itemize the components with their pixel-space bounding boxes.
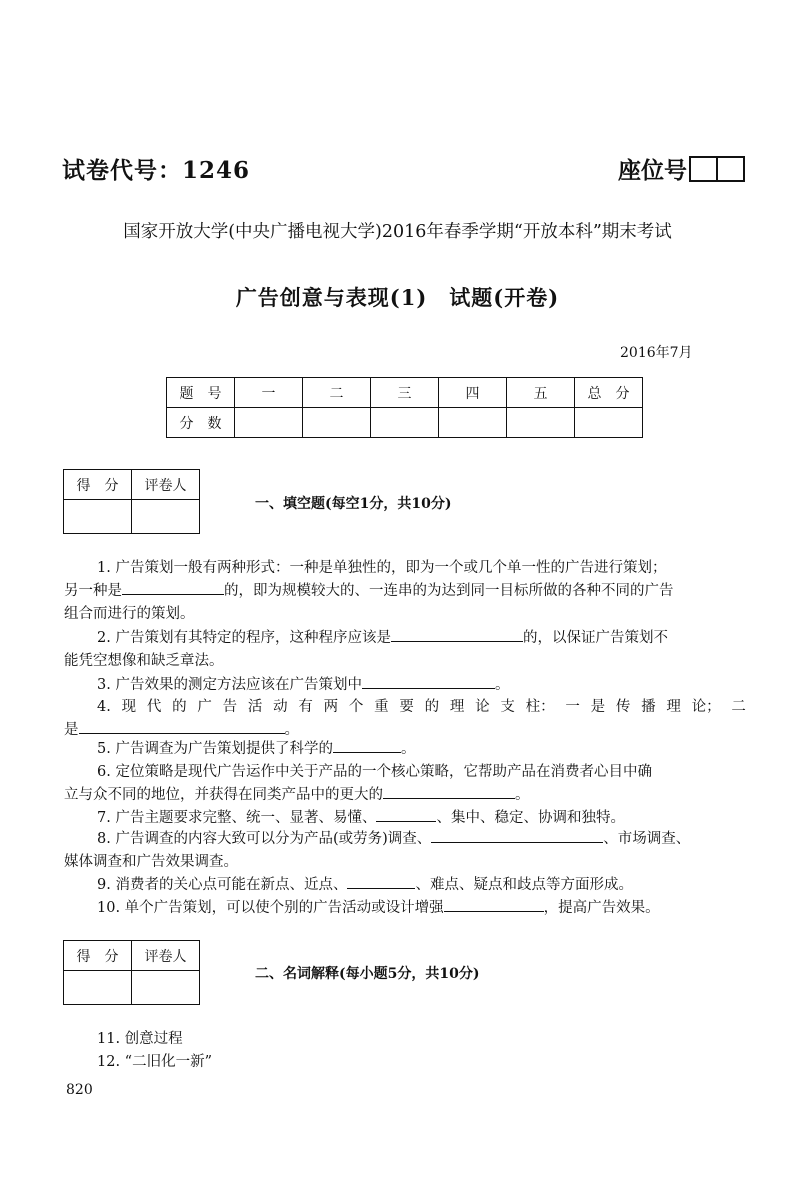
score-table-header-row [167, 378, 643, 408]
question-8 [64, 828, 746, 874]
answer-blank[interactable] [333, 738, 401, 753]
section1-heading: 一、填空题(每空1分，共10分) [255, 496, 452, 512]
exam-title: 国家开放大学(中央广播电视大学)2016年春季学期“开放本科”期末考试 [123, 222, 672, 242]
question-text: 论； [691, 699, 721, 715]
question-text: 媒体调查和广告效果调查。 [64, 854, 238, 870]
answer-blank[interactable] [431, 828, 603, 843]
question-12 [64, 1051, 746, 1074]
section2-heading: 二、名词解释(每小题5分，共10分) [255, 966, 480, 982]
score-label: 得 分 [64, 941, 132, 971]
question-text: 的，即为规模较大的、一连串的为达到同一目标所做的各种不同的广告 [224, 583, 674, 599]
score-table-cell: 二 [303, 378, 371, 408]
seat-label: 座位号 [618, 157, 687, 184]
question-text: 重 [374, 699, 389, 715]
score-table-cell: 一 [235, 378, 303, 408]
question-text: 、市场调查、 [603, 831, 691, 847]
score-table [166, 377, 643, 438]
score-table-score-row [167, 408, 643, 438]
question-text: 两 [323, 699, 339, 715]
question-text: 的 [424, 699, 440, 715]
question-text: 组合而进行的策划。 [64, 606, 195, 622]
question-text: 告 [222, 699, 238, 715]
score-input-cell[interactable] [64, 500, 132, 534]
score-table-cell: 五 [507, 378, 575, 408]
score-input-cell[interactable] [64, 971, 132, 1005]
question-text: 支 [500, 699, 515, 715]
answer-blank[interactable] [376, 807, 436, 822]
question-text: 10. 单个广告策划，可以使个别的广告活动或设计增强 [97, 900, 444, 916]
question-text: 另一种是 [64, 583, 122, 599]
score-input-cell[interactable] [235, 408, 303, 438]
question-text: 。 [494, 677, 510, 693]
question-text: 二 [731, 699, 746, 715]
answer-blank[interactable] [391, 627, 523, 642]
grader-label: 评卷人 [132, 470, 200, 500]
answer-blank[interactable] [122, 580, 224, 595]
question-text: 11. 创意过程 [97, 1031, 183, 1047]
question-text: 8. 广告调查的内容大致可以分为产品(或劳务)调查、 [97, 831, 432, 847]
question-text: 3. 广告效果的测定方法应该在广告策划中 [97, 677, 362, 693]
seat-boxes [689, 156, 745, 182]
question-text: 6. 定位策略是现代广告运作中关于产品的一个核心策略，它帮助产品在消费者心目中确 [97, 764, 652, 780]
question-5 [64, 738, 746, 761]
question-3 [64, 674, 746, 697]
question-text: 5. 广告调查为广告策划提供了科学的 [97, 741, 333, 757]
question-text: 、集中、稳定、协调和独特。 [436, 810, 625, 826]
question-4 [64, 696, 746, 742]
question-text: 1. 广告策划一般有两种形式：一种是单独性的，即为一个或几个单一性的广告进行策划； [97, 560, 667, 576]
question-text: 现 [121, 699, 137, 715]
question-text: 一 [565, 699, 580, 715]
score-table-cell: 三 [371, 378, 439, 408]
grader-label: 评卷人 [132, 941, 200, 971]
answer-blank[interactable] [79, 719, 285, 734]
answer-blank[interactable] [347, 874, 415, 889]
question-text: 理 [449, 699, 465, 715]
question-text: 的，以保证广告策划不 [522, 630, 668, 646]
question-text: 个 [348, 699, 364, 715]
question-text: 传 [615, 699, 631, 715]
question-text: 的 [172, 699, 187, 715]
question-text: ，提高广告效果。 [543, 900, 660, 916]
question-text: 理 [666, 699, 681, 715]
score-input-cell[interactable] [507, 408, 575, 438]
score-label: 得 分 [64, 470, 132, 500]
score-table-cell: 题 号 [167, 378, 235, 408]
question-6 [64, 761, 746, 807]
question-text: 柱： [525, 699, 555, 715]
question-text: 9. 消费者的关心点可能在新点、近点、 [97, 877, 348, 893]
paper-code-label: 试卷代号：1246 [62, 157, 251, 184]
answer-blank[interactable] [362, 674, 495, 689]
question-text: 12. “二旧化一新” [97, 1054, 212, 1070]
question-text: 广 [197, 699, 212, 715]
question-1 [64, 557, 746, 626]
question-text: 7. 广告主题要求完整、统一、显著、易懂、 [97, 810, 377, 826]
question-text: 活 [247, 699, 263, 715]
score-input-cell[interactable] [439, 408, 507, 438]
grader-input-cell[interactable] [132, 971, 200, 1005]
score-table-cell: 四 [439, 378, 507, 408]
question-text: 4. [97, 699, 111, 715]
question-text: 。 [515, 787, 530, 803]
question-text: 能凭空想像和缺乏章法。 [64, 653, 224, 669]
answer-blank[interactable] [383, 784, 515, 799]
answer-blank[interactable] [444, 897, 544, 912]
paper-title: 广告创意与表现(1) 试题(开卷) [235, 285, 560, 310]
question-7 [64, 807, 746, 830]
question-text: 、难点、疑点和歧点等方面形成。 [415, 877, 633, 893]
question-text: 动 [273, 699, 288, 715]
grader-box-section1 [63, 469, 200, 534]
question-10 [64, 897, 746, 920]
score-table-cell: 分 数 [167, 408, 235, 438]
score-table-cell: 总 分 [575, 378, 643, 408]
question-text: 立与众不同的地位，并获得在同类产品中的更大的 [64, 787, 383, 803]
question-text: 要 [399, 699, 414, 715]
question-text: 2. 广告策划有其特定的程序，这种程序应该是 [97, 630, 391, 646]
question-text: 有 [298, 699, 313, 715]
question-text: 是 [590, 699, 606, 715]
question-2 [64, 627, 746, 673]
question-text: 播 [641, 699, 656, 715]
question-text: 。 [284, 722, 299, 738]
seat-number-field [618, 152, 745, 185]
grader-box-section2 [63, 940, 200, 1005]
score-input-cell[interactable] [371, 408, 439, 438]
exam-date: 2016年7月 [620, 345, 693, 361]
score-input-cell[interactable] [303, 408, 371, 438]
question-text: 是 [64, 722, 79, 738]
score-input-cell[interactable] [575, 408, 643, 438]
question-9 [64, 874, 746, 897]
question-text: 。 [400, 741, 416, 757]
question-text: 代 [146, 699, 162, 715]
question-11 [64, 1028, 746, 1051]
question-text: 论 [475, 699, 490, 715]
page-number: 820 [66, 1082, 93, 1098]
grader-input-cell[interactable] [132, 500, 200, 534]
